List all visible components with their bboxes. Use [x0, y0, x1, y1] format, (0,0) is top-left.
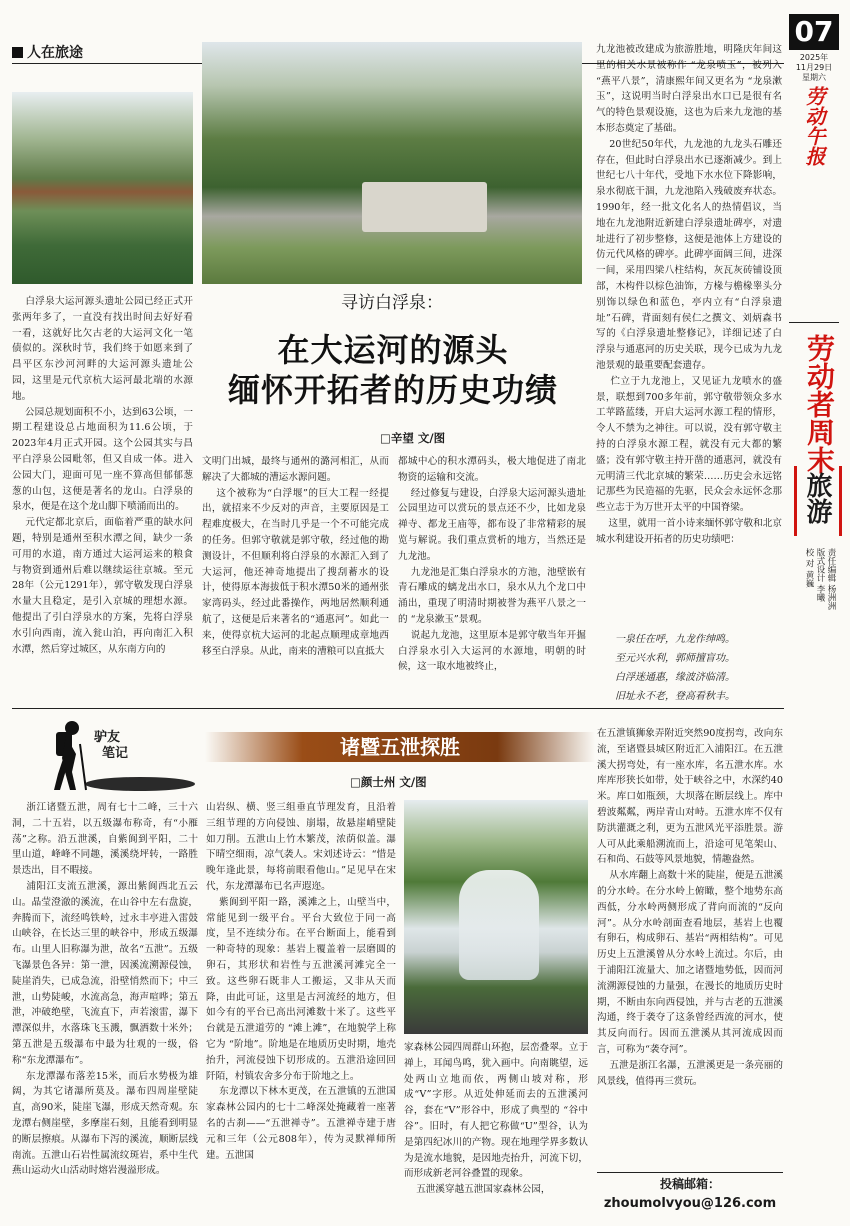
closing-poem	[615, 630, 785, 706]
monument-stone	[362, 182, 487, 232]
photo-pavilion-lotus	[12, 92, 193, 284]
poem-line: 旧址永不老，登高看秋丰。	[615, 691, 735, 702]
page-number-box: 07	[789, 14, 839, 50]
square-bullet-icon	[12, 47, 23, 58]
bottom-column-3: 家森林公园四周群山环抱，层峦叠翠。立于禅上，耳闻鸟鸣，犹入画中。向南眺望，远处两山立地而依，两侧山坡对称，形成“V”字形。从近处伸延而去的五泄溪河谷，套在“V”形谷中，形成了典型的 “谷中谷”。旧时，有人把它称做“U”型谷，认为是第四纪冰川的产物。现在地理学界多数认为是流水地貌，是因地壳抬升，河流下切，而形成新老河谷叠置的现象。 五泄溪穿越五泄国家森林公园，	[404, 1042, 588, 1196]
article-column-1: 白浮泉大运河源头遗址公园已经正式开张两年多了，一直没有找出时间去好好看一看，这就好比欠古老的大运河文化一笔债似的。深秋时节，我们终于如愿来到了昌平区东沙河河畔的大运河源头遗址公园，这里是元代京杭大运河最北端的水源地。 公园总规划面积不小，达到63公顷，一期工程建设总占地面积为11.6公顷，于2023年4月正式开园。这个公园其实与昌平白浮泉公园毗邻，但又自成一体。进入公园大门，迎面可见一座不算高但郁郁葱葱的山包，这便是著名的龙山。白浮泉的泉水，便是在这个龙山脚下喷涌而出的。 元代定都北京后，面临着严重的缺水问题，特别是通州至积水潭之间，缺少一条可用的水道，南方通过大运河运来的粮食与物资到通州后难以继续运往京城。至元28年（公元1291年），郭守敬发现白浮泉水量大且稳定，是引入京城的理想水源。他提出了引白浮泉水的方案，先将白浮泉水引向西南，流入瓮山泊，再向南汇入积水潭，然后穿过城区，从东南方向的	[12, 296, 193, 655]
section-label: 旅游	[802, 472, 832, 524]
article-title-line1: 在大运河的源头	[277, 331, 509, 369]
poem-line: 白浮迷通惠，缘波济临清。	[615, 672, 735, 683]
section-divider	[12, 708, 784, 709]
article-column-2: 文明门出城，最终与通州的潞河相汇，从而解决了大都城的漕运水源问题。 这个被称为“白浮堰”的巨大工程一经提出，就招来不少反对的声音，主要原因是工程难度极大，在当时几乎是一个不可能完成的任务。但郭守敬就是郭守敬，经过他的勘测设计，不但顺利将白浮泉的水源汇入到了大运河，他还神奇地提出了搜刮蓄水的设计，使得原本海拔低于积水潭50米的通州张家湾码头，经过此番操作，两地居然顺利通航了，这便是后来著名的“通惠河”。如此一来，使得京杭大运河的北起点顺理成章地西移至白浮泉。从此，南来的漕粮可以直抵大	[202, 456, 389, 657]
submission-label: 投稿邮箱：	[659, 1177, 720, 1191]
bottom-article-title: 诸暨五泄探胜	[340, 735, 460, 759]
issue-year: 2025年	[799, 53, 829, 62]
submission-box	[597, 1172, 783, 1221]
photo-waterfall	[404, 800, 588, 1034]
photo-stone-monument	[202, 42, 582, 284]
column-tag	[12, 42, 83, 62]
issue-day: 11月29日	[795, 63, 833, 72]
issue-date	[789, 53, 839, 83]
submission-email[interactable]: zhoumolvyou@126.com	[603, 1196, 777, 1211]
poem-line: 一泉任在呼，九龙作绅鸣。	[615, 634, 735, 645]
waterfall-stream	[459, 870, 539, 980]
article-kicker: 寻访白浮泉：	[341, 293, 443, 313]
article-column-4: 九龙池被改建成为旅游胜地，明隆庆年间这里的相关水景被称作 “龙泉喷玉”，被列入 “燕平八景”，清康熙年间又更名为 “龙泉漱玉”，这说明当时白浮泉出水口已是很有名气的特色景观设施，这也为后来九龙池的基本形态奠定了基础。 20世纪50年代，九龙池的九龙头石雕还存在，但此时白浮泉出水已逐渐减少。到上世纪七八十年代，受地下水水位下降影响，泉水彻底干涸，九龙池陷入残破废弃状态。1990年，经一批文化名人的热情倡议，当地在九龙池附近新建白浮泉遗址碑亭，对遗址进行了初步整修，这便是池体上方建设的仿元代风格的碑亭。此碑亭面阔三间，进深一间，采用四梁八柱结构，灰瓦灰砖铺设顶部，木构件以棕色油饰，方椽与檐椽睾头分别饰以绿色和蓝色，亭内立有“白浮泉遗址”石碑，背面刻有侯仁之撰文、刘炳森书写的《白浮泉遗址整修记》，详细记述了白浮泉与通惠河的历史关联，现今已成为九龙池景观的最重要配套遗存。 伫立于九龙池上，又见证九龙喷水的盛景，联想到700多年前，郭守敬带领众多水工苹路蓝缕，开启大运河水源工程的情形，令人不禁为之神往。可以说，没有郭守敬主持的白浮泉水源工程，就没有元大都的繁盛；没有郭守敬主持开凿的通惠河，就没有元明清三代北京城的繁荣……历史会永远铭记那些为民造福的先驱，民众会永远怀念那些立志于为万世开太平的中国脊梁。 这里，就用一首小诗来缅怀郭守敬和北京城水利建设开拓者的历史功绩吧：	[596, 44, 783, 545]
article-title	[202, 330, 584, 410]
article-title-line2: 缅怀开拓者的历史功绩	[227, 371, 558, 409]
credit-design: 版式设计 李曦	[815, 548, 825, 602]
credits	[796, 548, 836, 668]
article-byline: □辛望 文/图	[380, 431, 446, 445]
article-column-3: 都城中心的积水潭码头，极大地促进了南北物资的运输和交流。 经过修复与建设，白浮泉大运河源头遗址公园里边可以赏玩的景点还不少，比如龙泉禅寺、都龙王庙等，都布设了非常精彩的展览与解说。我们重点赏析的地方，当然还是九龙池。 九龙池是汇集白浮泉水的方池，池壁嵌有青石雕成的螭龙出水口，泉水从九个龙口中涌出，重现了明清时期被誉为燕平八景之一的 “龙泉漱玉”景观。 说起九龙池，这里原本是郭守敬当年开掘白浮泉水引入大运河的水源地，明朝的时候，这一取水地被终止，	[398, 456, 587, 673]
column-tag-line1: 驴友	[94, 730, 121, 745]
bottom-article-byline: □颜士州 文/图	[350, 775, 427, 789]
bottom-column-tag	[94, 730, 128, 762]
bottom-column-1: 浙江诸暨五泄，周有七十二峰，三十六洞，二十五岩，以五级瀑布称奇，有“小雁荡”之称。沿五泄溪，自紫阆到平阳，二十里山道，峰峰不同趣，溪溪绕坪转，一路胜景迭出，目不暇接。 浦阳江支流五泄溪，源出紫阆西北五云山。晶莹澄澈的溪流，在山谷中左右盘旋，奔腾而下，流经鸣铁岭，过永丰亭进入雷鼓山峡谷，在长达三里的峡谷中，形成五级瀑布。山里人旧称瀑为泄，故名“五泄”。五级飞瀑景色各异：第一泄，因溪流溯源侵蚀，陡崖消失，已成急流，沿壁悄然而下；中三泄，山势陡峻，水流高急，海声喧哗；第五泄，冲破绝壁，飞流直下，声若滚雷，瀑下潭深似井，水落珠飞玉溅，飘洒数十米外；第五泄是五级瀑布中最为壮观的一级，俗称“东龙潭瀑布”。 东龙潭瀑布落差15米，而后水势极为雄阔，为其它诸瀑所莫及。瀑布四周崖壁陡直，高90米，陡崖飞瀑，形成天然奇观。东龙潭右侧崖壁，多摩崖石刻，且能看到明显的断层擦痕。从瀑布下泻的溪流，顺断层线南流。五泄山石岩性属流纹斑岩，系中生代燕山运动火山活动时熔岩漫溢形成。	[12, 802, 198, 1177]
column-tag-text: 人在旅途	[27, 45, 83, 61]
credit-editor: 责任编辑 杨洲洲	[826, 548, 836, 611]
credit-proof: 校 对 黄巍	[804, 548, 814, 588]
column-tag-line2: 笔记	[102, 746, 129, 761]
issue-weekday: 星期六	[802, 73, 826, 82]
poem-line: 至元兴水利，郭师擅盲功。	[615, 653, 735, 664]
masthead-divider	[789, 322, 839, 323]
bottom-column-4: 在五泄镇狮象弄附近突然90度拐弯，改向东流，至诸暨县城区附近汇入浦阳江。在五泄溪大拐弯处，有一座水库，名五泄水库。水库库形狭长如带，处于峡谷之中，水深约40米。库口如瓶颈，大坝落在断层线上。库中碧波粼粼，两岸青山对峙。五泄水库不仅有防洪灌溉之利，更为五泄风光平添胜景。游人可从此乘船溯流而上，沿途可见笔架山、石和尚、石鼓等风景地貌，情趣盎然。 从水库翻上高数十米的陡崖，便是五泄溪的分水岭。在分水岭上俯瞰，整个地势东高西低，分水岭两侧形成了背向而流的“反向河”。从分水岭剖面查看地层，基岩上也覆有卵石，构成卵石、基岩“两相结构”。可见历史上五泄溪曾从分水岭上流过。尔后，由于浦阳江流量大、加之诸暨地势低，因而河流溯源侵蚀的力量强，在漫长的地质历史时期，不断由东向西侵蚀，并与古老的五泄溪沟通，终于袭夺了这条曾经西流的河水，使其反向而行。因而五泄溪从其河流成因而言，可称为“袭夺河”。 五泄是浙江名瀑，五泄溪更是一条亮丽的风景线，值得再三赏玩。	[597, 728, 784, 1087]
bottom-column-2: 山岩纵、横、竖三组垂直节理发育，且沿着三组节理的方向侵蚀、崩塌，故悬崖峭壁陡如刀削。五泄山上竹木繁茂，浓荫似盖。瀑下晴空细雨，凉气袭人。宋刘述诗云：“惜是晚年逢此景，每将前眼看他山。”足见早在宋代，东龙潭瀑布已名声遐迩。 紫阆到平阳一路，溪滩之上，山壁当中，常能见到一级平台。平台大致位于同一高度，呈不连续分布。在平台断面上，能看到一种奇特的现象：基岩上覆盖着一层磨圆的卵石，其形状和岩性与五泄溪河滩完全一致。这些卵石既非人工搬运，又非从天而降，由此可证，这里是古河流经的地方，但如今有的平台已高出河滩数十米了。这些平台就是五泄道劳的 “滩上滩”，在地貌学上称它为 “阶地”。阶地是在地质历史时期，地壳抬升，河流侵蚀下切形成的。五泄沿途回回阡陌，村镇农舍多分布于阶地之上。 东龙潭以下林木更茂，在五泄镇的五泄国家森林公园内的七十二峰深处掩藏着一座著名的古刹——“五泄禅寺”。五泄禅寺建于唐元和三年（公元808年），传为灵默禅师所建。五泄国	[206, 802, 396, 1161]
supplement-title: 劳动者周末	[803, 334, 836, 474]
newspaper-logo: 劳动午报	[802, 86, 826, 166]
